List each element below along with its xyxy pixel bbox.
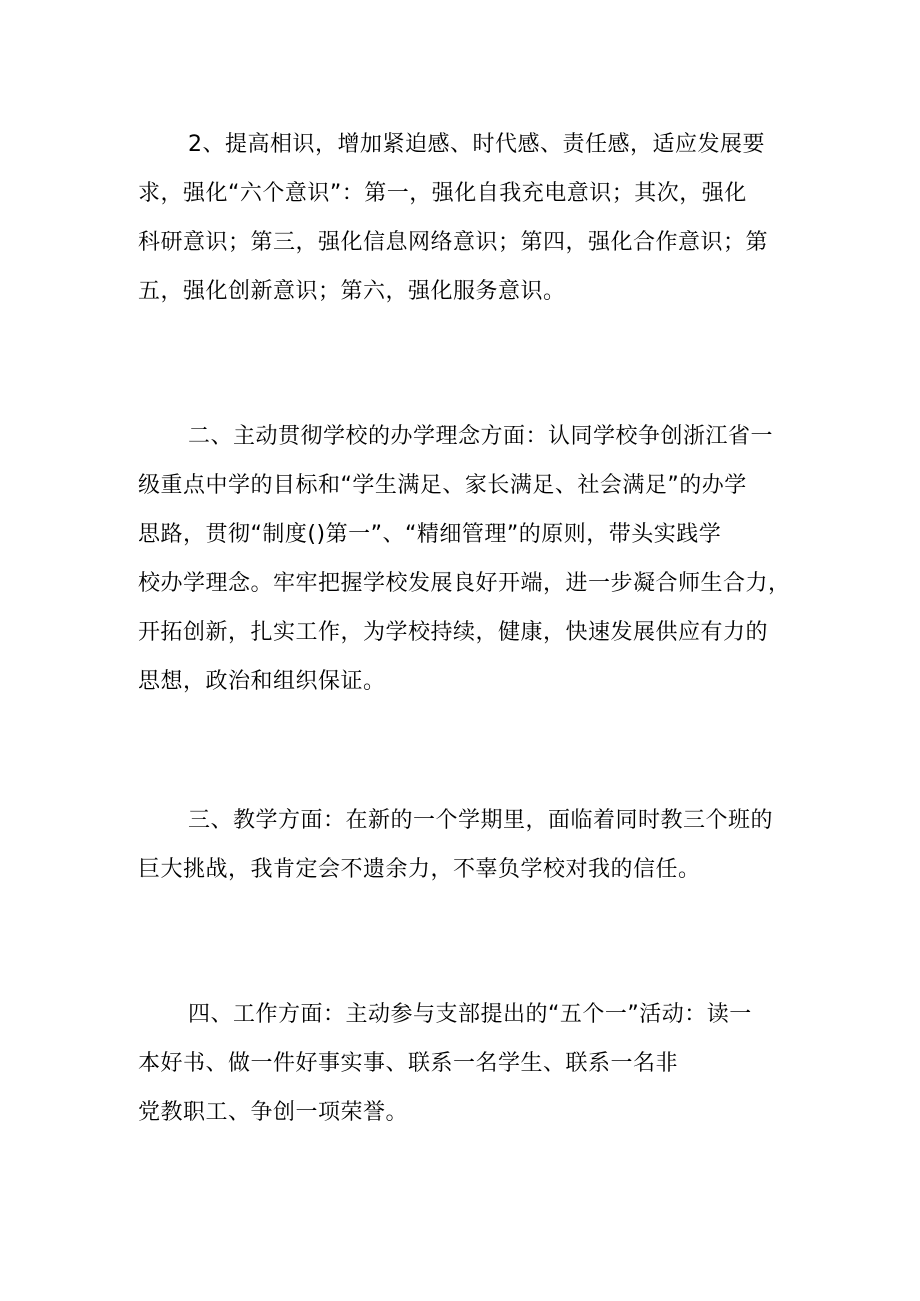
paragraph-work — [138, 990, 788, 1137]
paragraph-line: 三、教学方面：在新的一个学期里，面临着同时教三个班的 — [188, 808, 774, 833]
paragraph-line: 五，强化创新意识；第六，强化服务意识。 — [138, 279, 566, 304]
paragraph-line: 科研意识；第三，强化信息网络意识；第四，强化合作意识；第 — [138, 230, 769, 255]
paragraph-line: 巨大挑战，我肯定会不遗余力，不辜负学校对我的信任。 — [138, 857, 701, 882]
paragraph-awareness — [138, 120, 788, 316]
paragraph-teaching — [138, 796, 788, 894]
paragraph-line: 党教职工、争创一项荣誉。 — [138, 1100, 409, 1125]
paragraph-school-philosophy — [138, 412, 791, 706]
paragraph-line: 二、主动贯彻学校的办学理念方面：认同学校争创浙江省一 — [188, 424, 774, 449]
paragraph-line: 2、提高相识，增加紧迫感、时代感、责任感，适应发展要 — [188, 132, 765, 157]
paragraph-line: 四、工作方面：主动参与支部提出的“五个一”活动：读一 — [188, 1002, 752, 1027]
paragraph-line: 校办学理念。牢牢把握学校发展良好开端，进一步凝合师生合力， — [138, 571, 791, 596]
paragraph-line: 思想，政治和组织保证。 — [138, 669, 386, 694]
paragraph-line: 思路，贯彻“制度()第一”、“精细管理”的原则，带头实践学 — [138, 522, 722, 547]
paragraph-line: 本好书、做一件好事实事、联系一名学生、联系一名非 — [138, 1051, 679, 1076]
paragraph-line: 求，强化“六个意识”：第一，强化自我充电意识；其次，强化 — [138, 181, 747, 206]
paragraph-line: 开拓创新，扎实工作，为学校持续，健康，快速发展供应有力的 — [138, 620, 769, 645]
paragraph-line: 级重点中学的目标和“学生满足、家长满足、社会满足”的办学 — [138, 473, 747, 498]
